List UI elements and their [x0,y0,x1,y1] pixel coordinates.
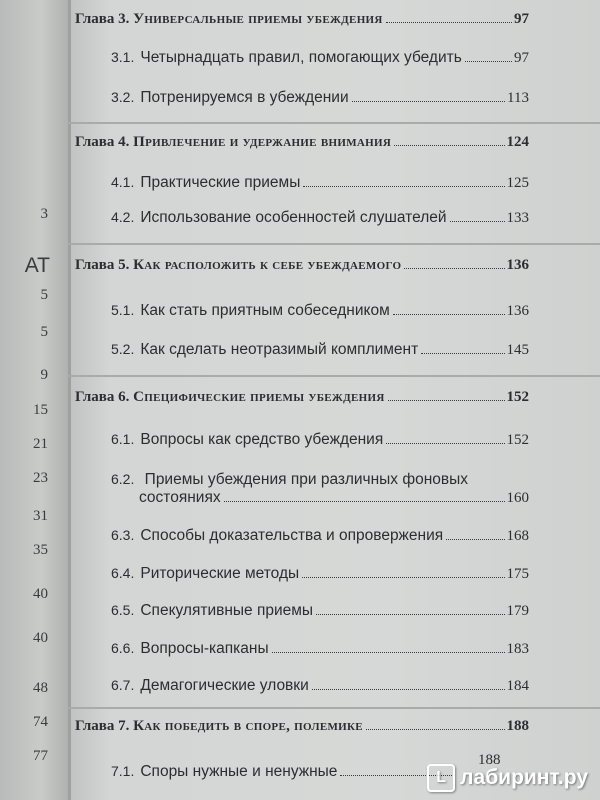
toc-chapter-5 [75,257,529,274]
section-number: 7.1. [111,763,135,779]
toc-section-6-2 [111,471,529,507]
left-page-number: 3 [40,206,48,222]
toc-section-5-1 [111,302,529,320]
dot-leader [316,614,504,615]
dot-leader [450,221,505,222]
section-number: 6.3. [111,527,135,543]
page-number: 152 [506,432,529,448]
page-number: 133 [506,210,529,226]
page-number: 136 [506,257,529,273]
left-page-number: 40 [33,586,48,602]
section-title-line-2: состояниях [139,489,221,506]
toc-section-4-1 [111,174,529,192]
page-number: 168 [506,528,529,544]
toc-section-6-1 [111,431,529,449]
page-number: 125 [506,175,529,191]
section-title: Споры нужные и ненужные [140,763,338,780]
chapter-title: Привлечение и удержание внимания [133,134,392,150]
toc-chapter-6 [75,389,529,406]
chapter-title: Как расположить к себе убеждаемого [133,257,402,273]
section-number: 6.4. [111,565,135,581]
page-edge [68,0,71,800]
page-number: 152 [506,389,529,405]
dot-leader [465,61,512,62]
labirint-logo-icon: L [427,764,455,792]
page-number: 179 [506,603,529,619]
left-page-number: 48 [33,680,48,696]
section-number: 4.2. [111,209,135,225]
labirint-watermark [427,764,588,792]
dot-leader [404,268,504,269]
toc-section-3-1 [111,49,529,67]
toc-section-6-7 [111,677,529,695]
left-page-fragment [0,0,68,800]
left-page-number: 35 [33,542,48,558]
section-number: 5.1. [111,302,135,318]
divider [68,243,600,245]
page-number: 188 [478,752,501,768]
section-title: Демагогические уловки [140,677,309,694]
section-number: 6.2. [111,471,135,487]
left-page-number: 74 [33,714,48,730]
dot-leader [303,186,504,187]
page-number: 184 [506,678,529,694]
page-number: 97 [514,50,529,66]
dot-leader [421,353,504,354]
chapter-title: Специфические приемы убеждения [133,389,385,405]
left-page-number: 31 [33,508,48,524]
left-page-number: 15 [33,402,48,418]
section-title-line-1: Приемы убеждения при различных фоновых [144,471,469,488]
section-title: Способы доказательства и опровержения [140,527,444,544]
section-number: 6.7. [111,677,135,693]
toc-section-6-5 [111,602,529,620]
dot-leader [394,145,504,146]
toc-chapter-3 [75,11,529,28]
toc-section-5-2 [111,341,529,359]
divider [68,707,600,709]
page-number: 188 [506,718,529,734]
section-number: 3.2. [111,89,135,105]
chapter-prefix: Глава 6. [75,389,130,405]
left-page-number: 77 [33,748,48,764]
section-title: Использование особенностей слушателей [140,209,447,226]
toc-section-6-4 [111,565,529,583]
section-title: Четырнадцать правил, помогающих убедить [140,49,462,66]
section-number: 3.1. [111,49,135,65]
page-number: 113 [507,90,529,106]
dot-leader [312,689,505,690]
dot-leader [352,101,505,102]
left-page-number: 23 [33,470,48,486]
toc-chapter-4 [75,134,529,151]
section-number: 6.6. [111,640,135,656]
section-title: Потренируемся в убеждении [140,89,349,106]
watermark-text: лабиринт.ру [460,766,588,789]
section-number: 6.5. [111,602,135,618]
section-title: Вопросы как средство убеждения [140,431,384,448]
dot-leader [224,501,505,502]
left-page-number: 40 [33,630,48,646]
left-page-number: 21 [33,436,48,452]
toc-section-4-2 [111,209,529,227]
page-number: 175 [506,566,529,582]
dot-leader [272,652,505,653]
toc-chapter-7 [75,718,529,735]
chapter-title: Универсальные приемы убеждения [133,11,383,27]
section-title: Вопросы-капканы [140,640,269,657]
chapter-prefix: Глава 7. [75,718,130,734]
chapter-title: Как победить в споре, полемике [133,718,363,734]
page-number: 136 [506,303,529,319]
dot-leader [393,314,505,315]
section-title: Спекулятивные приемы [140,602,314,619]
divider [68,375,600,377]
dot-leader [366,729,505,730]
chapter-prefix: Глава 3. [75,11,130,27]
page-number: 124 [506,134,529,150]
section-title: Как стать приятным собеседником [140,302,390,319]
section-number: 5.2. [111,341,135,357]
left-page-number: 5 [40,324,48,340]
chapter-prefix: Глава 5. [75,257,130,273]
dot-leader [386,443,504,444]
section-title: Как сделать неотразимый комплимент [140,341,419,358]
toc-section-3-2 [111,89,529,107]
left-page-number: 5 [40,287,48,303]
section-title: Риторические методы [140,565,300,582]
divider [68,122,600,124]
toc-section-6-6 [111,640,529,658]
left-page-number: 9 [40,367,48,383]
left-page-heading: AT [24,254,50,277]
toc-section-7-1 [111,763,456,781]
dot-leader [386,22,512,23]
chapter-prefix: Глава 4. [75,134,130,150]
page-number: 145 [506,342,529,358]
dot-leader [302,577,504,578]
dot-leader [446,539,504,540]
page-number: 160 [506,490,529,506]
page-number: 183 [506,641,529,657]
dot-leader [388,400,505,401]
section-number: 4.1. [111,174,135,190]
toc-page [68,0,600,800]
section-title: Практические приемы [140,174,301,191]
section-number: 6.1. [111,431,135,447]
page-number: 97 [514,11,529,27]
toc-section-6-3 [111,527,529,545]
